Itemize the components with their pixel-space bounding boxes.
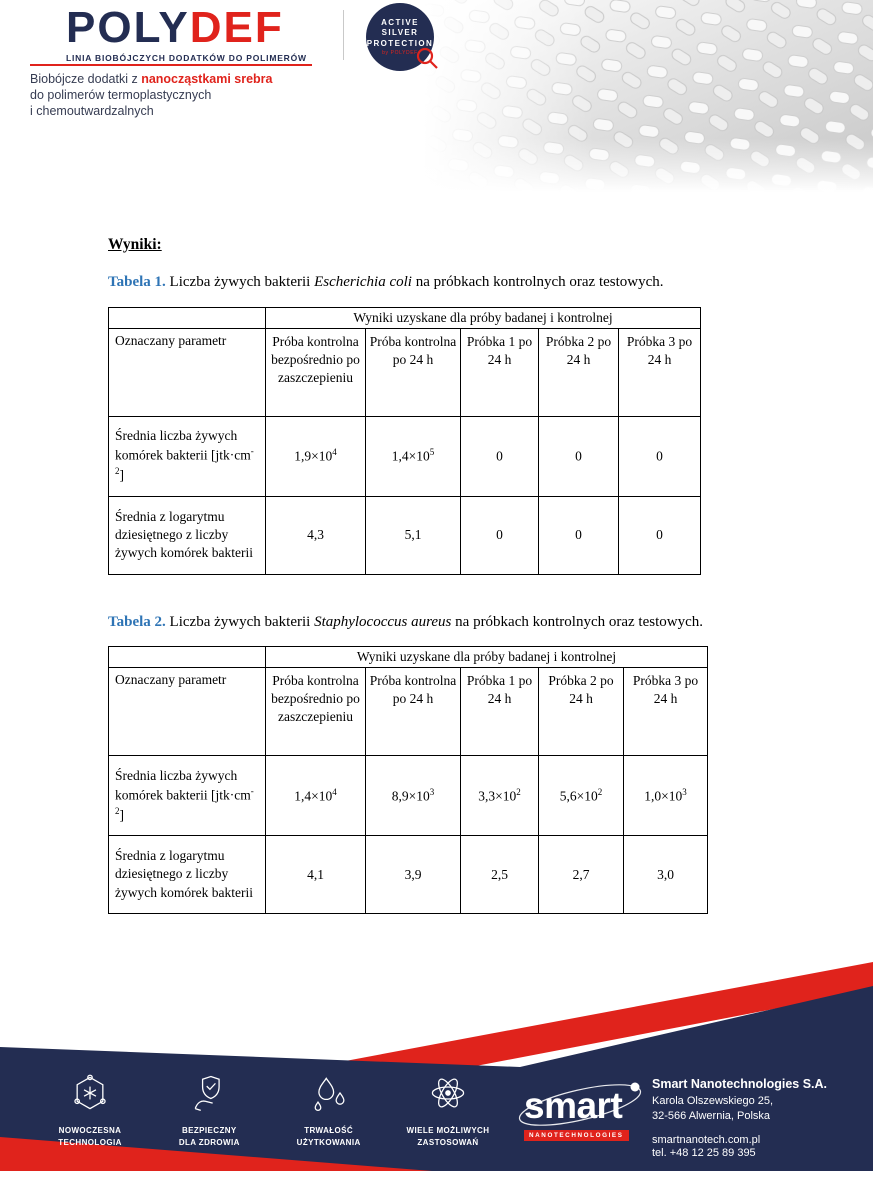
page-header <box>0 0 873 210</box>
row-label-text-end: ] <box>119 807 124 823</box>
row-label-text-end: ] <box>119 467 124 483</box>
cell-value: 0 <box>496 448 503 464</box>
smart-sub-label: NANOTECHNOLOGIES <box>524 1130 629 1141</box>
active-silver-protection-badge <box>366 3 434 71</box>
company-info <box>652 1077 827 1161</box>
table2-row1-cell-5 <box>624 756 708 836</box>
table2-row2-cell-1: 4,1 <box>266 836 366 914</box>
feature-label: TRWAŁOŚĆ UŻYTKOWANIA <box>296 1126 361 1148</box>
table2-caption <box>108 611 770 634</box>
polymer-pellets-photo <box>423 0 873 192</box>
subtitle-line-3: i chemoutwardzalnych <box>30 104 154 118</box>
table1-col-header-3: Próbka 1 po 24 h <box>461 328 539 416</box>
table2-caption-text-end: na próbkach kontrolnych oraz testowych. <box>451 613 703 630</box>
cell-value: 1,0×10 <box>644 788 683 804</box>
subtitle-pre: Biobójcze dodatki z <box>30 72 142 86</box>
table2-row1-label <box>109 756 266 836</box>
smart-nanotechnologies-logo <box>524 1087 654 1142</box>
cell-exponent: 4 <box>332 786 337 797</box>
table2-param-header: Oznaczany parametr <box>109 668 266 756</box>
feature-health-safe <box>153 1071 265 1150</box>
cell-value: 8,9×10 <box>391 788 430 804</box>
table1-row1-cell-4 <box>539 416 619 496</box>
row-label-sup: -2 <box>115 446 254 477</box>
table1-row2-label: Średnia z logarytmu dziesiętnego z liczby żywych komórek bakterii <box>109 496 266 574</box>
table1-species-name: Escherichia coli <box>314 274 412 290</box>
feature-label: WIELE MOŻLIWYCH ZASTOSOWAŃ <box>406 1126 490 1148</box>
table1-caption-text-end: na próbkach kontrolnych oraz testowych. <box>411 274 664 290</box>
company-address-1: Karola Olszewskiego 25, <box>652 1095 774 1107</box>
table1 <box>108 307 701 575</box>
table-row <box>109 836 708 914</box>
cell-value: 1,4×10 <box>294 788 333 804</box>
table1-row1-cell-5 <box>619 416 701 496</box>
table1-header-row <box>109 328 701 416</box>
feature-label: NOWOCZESNA TECHNOLOGIA <box>58 1126 122 1148</box>
pellets-image <box>423 0 873 192</box>
table2-row1-cell-3 <box>461 756 539 836</box>
cell-exponent: 2 <box>516 786 521 797</box>
company-name: Smart Nanotechnologies S.A. <box>652 1077 828 1091</box>
table1-col-header-2: Próba kontrolna po 24 h <box>366 328 461 416</box>
table1-span-row <box>109 307 701 328</box>
table2-col-header-3: Próbka 1 po 24 h <box>461 668 539 756</box>
atom-icon <box>392 1071 504 1120</box>
magnifier-icon <box>415 46 441 72</box>
feature-durability <box>273 1071 385 1150</box>
header-divider <box>343 10 344 60</box>
table2-caption-text: Liczba żywych bakterii <box>165 613 315 630</box>
table1-row2-cell-5: 0 <box>619 496 701 574</box>
cell-exponent: 2 <box>597 786 603 797</box>
subtitle-line-2: do polimerów termoplastycznych <box>30 88 212 102</box>
table1-row2-cell-1: 4,3 <box>266 496 366 574</box>
table2-row1-cell-1 <box>266 756 366 836</box>
logo-tagline: LINIA BIOBÓJCZYCH DODATKÓW DO POLIMERÓW <box>66 53 307 63</box>
company-phone: tel. +48 12 25 89 395 <box>652 1147 756 1160</box>
feature-modern-technology <box>34 1071 146 1150</box>
table1-row1-label <box>109 416 266 496</box>
logo-part-poly: POLY <box>66 3 190 52</box>
feature-list <box>34 1071 504 1150</box>
cell-exponent: 5 <box>429 447 435 458</box>
feature-label: BEZPIECZNY DLA ZDROWIA <box>178 1126 240 1148</box>
table1-col-header-4: Próbka 2 po 24 h <box>539 328 619 416</box>
table2-row2-cell-2: 3,9 <box>366 836 461 914</box>
table1-span-header: Wyniki uzyskane dla próby badanej i kontrolnej <box>266 307 701 328</box>
table-row <box>109 756 708 836</box>
page-footer <box>0 961 873 1186</box>
table2-species-name: Staphylococcus aureus <box>314 613 452 630</box>
shield-hand-icon <box>153 1071 265 1120</box>
table2-col-header-4: Próbka 2 po 24 h <box>539 668 624 756</box>
water-droplets-icon <box>273 1071 385 1120</box>
table2-col-header-1: Próba kontrolna bezpośrednio po zaszczepieniu <box>266 668 366 756</box>
row-label-sup: -2 <box>115 785 254 816</box>
cell-value: 3,3×10 <box>478 788 517 804</box>
cell-value: 0 <box>656 448 663 464</box>
table1-col-header-5: Próbka 3 po 24 h <box>619 328 701 416</box>
row-label-text: Średnia liczba żywych komórek bakterii [jtk·cm <box>115 428 251 463</box>
cell-value: 1,9×10 <box>294 448 333 464</box>
cell-exponent: 3 <box>682 786 687 797</box>
table1-row1-cell-1 <box>266 416 366 496</box>
header-subtitle <box>30 71 273 119</box>
table2 <box>108 646 708 914</box>
table2-col-header-5: Próbka 3 po 24 h <box>624 668 708 756</box>
table2-row1-cell-4 <box>539 756 624 836</box>
cell-value: 0 <box>575 448 582 464</box>
company-address-2: 32-566 Alwernia, Polska <box>652 1109 771 1122</box>
company-website-link[interactable]: smartnanotech.com.pl <box>652 1134 761 1147</box>
table1-row2-cell-2: 5,1 <box>366 496 461 574</box>
badge-line-silver: SILVER <box>381 28 419 38</box>
cell-exponent: 3 <box>429 786 435 797</box>
table1-row1-cell-2 <box>366 416 461 496</box>
row-label-text: Średnia liczba żywych komórek bakterii [jtk·cm <box>115 767 251 803</box>
table1-row1-cell-3 <box>461 416 539 496</box>
table2-span-header: Wyniki uzyskane dla próby badanej i kontrolnej <box>266 647 708 668</box>
logo-part-def: DEF <box>189 3 284 52</box>
feature-applications <box>392 1071 504 1150</box>
table2-header-row <box>109 668 708 756</box>
cell-exponent: 4 <box>332 447 337 458</box>
results-heading: Wyniki: <box>108 236 162 253</box>
table2-col-header-2: Próba kontrolna po 24 h <box>366 668 461 756</box>
table1-corner-cell <box>109 307 266 328</box>
molecular-hexagon-icon <box>34 1071 146 1120</box>
badge-line-protection: PROTECTION <box>366 38 434 48</box>
cell-value: 5,6×10 <box>559 788 598 804</box>
table2-caption-label: Tabela 2. <box>108 613 166 630</box>
cell-value: 1,4×10 <box>391 448 430 464</box>
document-body <box>0 236 873 914</box>
subtitle-highlight: nanocząstkami srebra <box>141 72 273 86</box>
header-red-rule <box>30 64 312 66</box>
badge-line-active: ACTIVE <box>381 17 419 27</box>
table2-row2-cell-4: 2,7 <box>539 836 624 914</box>
subtitle-line-1 <box>30 71 273 87</box>
table1-row2-cell-4: 0 <box>539 496 619 574</box>
table1-caption <box>108 271 770 294</box>
polydef-wordmark <box>66 3 307 52</box>
table2-row1-cell-2 <box>366 756 461 836</box>
table2-corner-cell <box>109 647 266 668</box>
table1-caption-label: Tabela 1. <box>108 274 166 290</box>
table1-col-header-1: Próba kontrolna bezpośrednio po zaszczepieniu <box>266 328 366 416</box>
table-row <box>109 496 701 574</box>
table2-row2-label: Średnia z logarytmu dziesiętnego z liczby żywych komórek bakterii <box>109 836 266 914</box>
table1-caption-text: Liczba żywych bakterii <box>165 274 315 290</box>
polydef-logo <box>66 3 307 63</box>
table2-row2-cell-3: 2,5 <box>461 836 539 914</box>
table-row <box>109 416 701 496</box>
table2-row2-cell-5: 3,0 <box>624 836 708 914</box>
badge-byline: by POLYDEF <box>382 50 418 57</box>
table1-row2-cell-3: 0 <box>461 496 539 574</box>
table2-span-row <box>109 647 708 668</box>
smart-wordmark: smart <box>524 1085 623 1126</box>
table1-param-header: Oznaczany parametr <box>109 328 266 416</box>
